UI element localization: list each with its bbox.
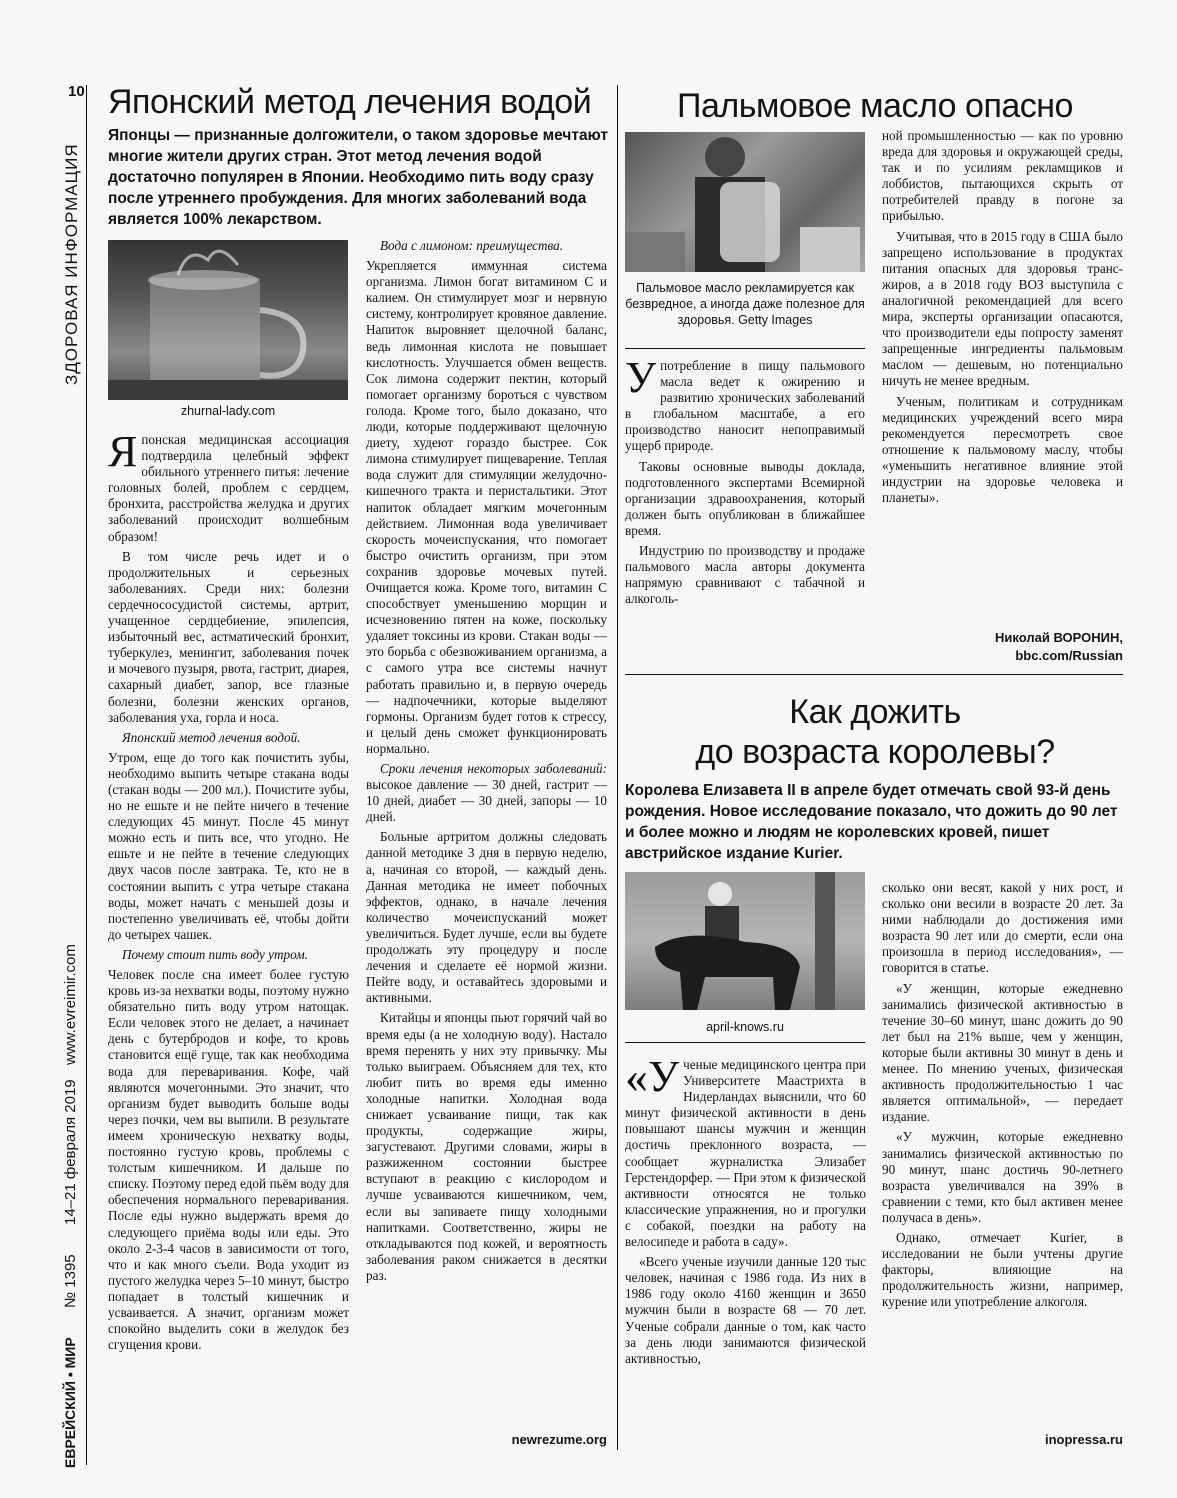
page-number: 10 (68, 83, 85, 100)
paragraph: «У мужчин, которые ежедневно занимались физической активностью по 90 минут, шанс достичь 90-летнего возраста увеличивался на 39% в сравнении с теми, кто был активен менее получаса в день». (882, 1129, 1123, 1225)
article3-photo-caption: april-knows.ru (706, 1020, 784, 1034)
paragraph: высокое давление — 30 дней, гастрит — 10 дней, диабет — 30 дней, запоры — 10 дней. (366, 777, 607, 825)
issue-date: 14–21 февраля 2019 (62, 1079, 79, 1225)
article3-title-line1: Как дожить (789, 693, 961, 731)
article3-column2 (882, 880, 1123, 1430)
paragraph: сколько они весят, какой у них рост, и сколько они весили в возрасте 20 лет. За ними наблюдали до достижения ими возраста 90 лет или до смерти, если она произошла в период исследования», — говорится в статье. (882, 880, 1123, 976)
paragraph: Китайцы и японцы пьют горячий чай во время еды (а не холодную воду). Настало время перенять у них эту привычку. Мы только выиграем. Объясняем для тех, кто любит пить во время еды именно холодные напитки. Холодная вода снижает усваивание пищи, так как продукты, содержащие жиры, загустевают. Другими словами, жиры в разжиженном состоянии быстрее вступают в реакцию с кислородом и лучше усваиваются кишечником, чем, если вы запиваете пищу холодными напитками. Соответственно, жиры не откладываются под кожей, и вероятность заболевания раком снижается в десятки раз. (366, 1010, 607, 1283)
paper-name: ЕВРЕЙСКИЙ • МИР (62, 1337, 78, 1468)
article3-source: inopressa.ru (1044, 1432, 1123, 1447)
subheading: Сроки лечения некоторых заболеваний: (380, 761, 607, 776)
subheading: Японский метод лечения водой. (122, 729, 301, 745)
paragraph: Больные артритом должны следовать данной методике 3 дня в первую неделю, а, начиная со второй, — каждый день. Данная методика не имеет побочных эффектов, однако, в начале лечения количество мочеиспусканий может увеличиться. Будет лучше, если вы будете продолжать эту процедуру и после лечения и сделаете её нормой жизни. Пейте воду, и оставайтесь здоровыми и активными. (366, 829, 607, 1006)
website-label: www.evreimir.com (62, 944, 79, 1065)
paragraph: «У женщин, которые ежедневно занимались физической активностью в течение 30–60 минут, шанс дожить до 90 лет был на 21% выше, чем у женщин, которые были активны 30 минут в день и менее. По мнению ученых, физическая активность продолжительностью 1 час является оптимальной», — передает издание. (882, 980, 1123, 1125)
caption-rule (625, 1042, 865, 1043)
drop-cap: У (625, 358, 657, 402)
paragraph: Человек после сна имеет более густую кровь из-за нехватки воды, поэтому нужно обязательно пить воду утром натощак. Если человек этого не делает, а начинает день с бутербродов и кофе, то кровь становится ещё гуще, так как необходима вода для переваривания. Кофе, чай являются мочегонными. Это значит, что организм будет выводить больше воды через почки, чем вы выпили. В результате имеем хроническую нехватку воды, постоянно густую кровь, проблемы с толстым кишечником. И дальше по списку. Поэтому перед едой пьём воду для обеспечения нормального переваривания. После еды нужно выдержать время до следующего приёма воды или еды. Это около 2-3-4 часов в зависимости от того, что и как много съели. Вода уходит из пустого желудка через 5–10 минут, быстро попадает в толстый кишечник и усваивается. А значит, организм может спокойно выделить соки в желудок без сгущения крови. (108, 967, 349, 1353)
article2-column1 (625, 358, 865, 668)
article3-title-line2: до возраста королевы? (695, 733, 1055, 771)
paragraph: Однако, отмечает Kurier, в исследовании не были учтены другие факторы, влияющие на продолжительность жизни, например, курение или употребление алкоголя. (882, 1229, 1123, 1310)
paragraph: ной промышленностью — как по уровню вреда для здоровья и окружающей среды, так и по усилиям рекламщиков и лоббистов, пытающихся скрыть от потребителей правду в погоне за прибылью. (882, 128, 1123, 224)
paragraph: «Всего ученые изучили данные 120 тыс человек, начиная с 1986 года. Из них в 1986 году около 4160 женщин и 3650 мужчин были в возрасте 68 — 70 лет. Ученые собрали данные о том, как часто за день люди занимаются физической активностью, (625, 1254, 866, 1366)
subheading: Вода с лимоном: преимущества. (380, 238, 564, 253)
section-label: ЗДОРОВАЯ ИНФОРМАЦИЯ (62, 143, 81, 385)
issue-number: № 1395 (62, 1254, 79, 1308)
paragraph: Утром, еще до того как почистить зубы, необходимо выпить четыре стакана воды (стакан воды — 200 мл.). Почистите зубы, но не ешьте и не пейте ничего в течение следующих 45 минут. После 45 минут можно есть и пить все, что угодно. Не ешьте и не пейте в течение следующих двух часов после завтрака. Те, кто не в состоянии выпить с утра четыре стакана воды, может начать с меньшей дозы и постепенно увеличивать её, чтобы дойти до четырех чашек. (108, 749, 349, 942)
paragraph: Укрепляется иммунная система организма. Лимон богат витамином С и калием. Он стимулирует мозг и нервную систему, контролирует кровяное давление. Напиток выровняет щелочной баланс, ведь лимонная кислота не повышает кислотность. Улучшается обмен веществ. Сок лимона содержит пектин, который помогает организму бороться с чувством голода. Кроме того, было доказано, что люди, которые поддерживают щелочную диету, худеют гораздо быстрее. Сок лимона стимулирует пищеварение. Теплая вода служит для стимуляции желудочно-кишечного тракта и перистальтики. Этот напиток обладает мягким мочегонным действием. Лимонная вода увеличивает скорость мочеиспускания, что помогает быстро очистить организм, при этом сохранив здоровье мочевых путей. Очищается кожа. Кроме того, витамин С способствует уменьшению морщин и исчезновению пятен на коже, поскольку удаляет токсины из крови. Стакан воды — это борьба с обезвоживанием организма, а с самого утра все системы начнут работать правильно и, в первую очередь — надпочечники, которые выделяют гормоны. Организм будет готов к стрессу, и целый день сможет функционировать нормально. (366, 258, 607, 756)
drop-cap: Я (108, 432, 138, 476)
article1-lead: Японцы — признанные долгожители, о таком здоровье мечтают многие жители других стран. Этот метод лечения водой достаточно популярен в Японии. Необходимо пить воду сразу после утреннего пробуждения. Для многих заболеваний вода является 100% лекарством. (108, 127, 609, 228)
article1-title: Японский метод лечения водой (108, 83, 592, 121)
article2-title: Пальмовое масло опасно (677, 87, 1073, 125)
paragraph: потребление в пищу пальмового масла ведет к ожирению и развитию хронических заболеваний в глобальном масштабе, а его производство наносит непоправимый ущерб природе. (625, 358, 865, 454)
paragraph: Ученым, политикам и сотрудникам медицинских учреждений всего мира рекомендуется пересмотреть свое отношение к пальмовому маслу, чтобы «уменьшить негативное влияние этой индустрии на здоровье человека и планеты». (882, 393, 1123, 506)
article2-author: Николай ВОРОНИН, (995, 630, 1123, 645)
paragraph: Учитывая, что в 2015 году в США было запрещено использование в продуктах питания опасных для здоровья транс-жиров, а в 2018 году ВОЗ выступила с аналогичной рекомендацией для всего мира, эксперты организации опасаются, что производители еды попросту заменят запрещенные ингредиенты пальмовым маслом — дешевым, но потенциально ничуть не менее вредным. (882, 228, 1123, 389)
paragraph: ченые медицинского центра при Университете Маастрихта в Нидерландах выяснили, что 60 минут физической активности в день повышают шансы мужчин и женщин достичь преклонного возраста, — сообщает журналистка Элизабет Герстендорфер. — При этом к физической активности относятся не только классические упражнения, но и прогулки с собакой, поездки на работу на велосипеде и работа в саду». (625, 1057, 866, 1250)
article2-source: bbc.com/Russian (1015, 648, 1123, 663)
article1-column2 (366, 238, 607, 1428)
article1-photo-caption: zhurnal-lady.com (180, 404, 276, 418)
subheading: Почему стоит пить воду утром. (122, 946, 308, 962)
article1-source: newrezume.org (511, 1432, 607, 1447)
paragraph: Индустрию по производству и продаже пальмового масла авторы документа напрямую сравнивают с табачной и алкоголь- (625, 543, 865, 607)
quote-mark: « (625, 1057, 648, 1102)
side-rule (86, 85, 87, 1465)
article1-column1 (108, 432, 349, 1452)
paragraph: понская медицинская ассоциация подтвердила целебный эффект обильного утреннего питья: лечение головных болей, проблем с сердцем, бронхита, расстройства желудка и других заболеваний происходит волшебным образом! (108, 432, 349, 544)
palm-oil-photo (625, 132, 865, 272)
article2-column2 (882, 128, 1123, 628)
article2-photo-caption: Пальмовое масло рекламируется как безвредное, а иногда даже полезное для здоровья. Getty Images (625, 281, 865, 327)
queen-horse-photo (625, 872, 865, 1010)
article-divider (625, 674, 1123, 675)
paragraph: В том числе речь идет и о продолжительных и серьезных заболеваниях. Среди них: болезни сердечнососудистой системы, артрит, учащенное сердцебиение, эпилепсия, избыточный вес, астматический бронхит, туберкулез, менингит, заболевания почек и мочевого пузыря, рвота, гастрит, диарея, сахарный диабет, запор, все глазные болезни, болезни женских органов, заболевания уха, горла и носа. (108, 548, 349, 725)
center-divider (617, 85, 618, 1450)
article3-column1 (625, 1057, 866, 1452)
water-glass-photo (108, 240, 348, 400)
drop-cap: У (648, 1057, 680, 1101)
caption-rule (625, 348, 865, 349)
article3-lead: Королева Елизавета II в апреле будет отмечать свой 93-й день рождения. Новое исследование показало, что дожить до 90 лет и более можно и людям не королевских кровей, пишет австрийское издание Kurier. (625, 782, 1118, 862)
paragraph: Таковы основные выводы доклада, подготовленного экспертами Всемирной организации здравоохранения, который должен быть опубликован в ближайшее время. (625, 458, 865, 538)
